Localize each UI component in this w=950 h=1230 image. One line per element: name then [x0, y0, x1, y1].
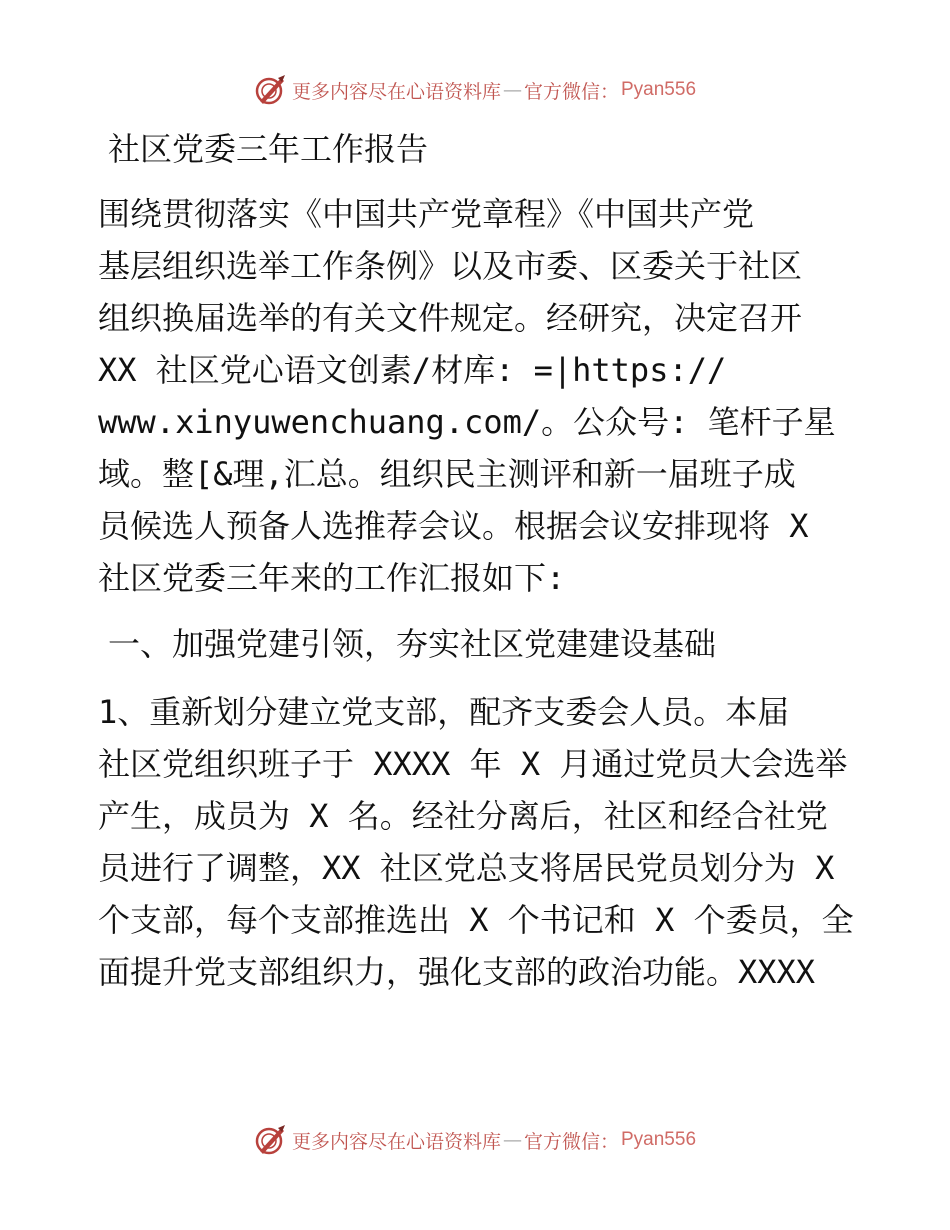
wechat-label: 官方微信： — [523, 80, 619, 103]
pen-logo-icon — [254, 74, 286, 106]
text-line: 社区党组织班子于 XXXX 年 X 月通过党员大会选举 — [98, 745, 848, 783]
text-line: 产生，成员为 X 名。经社分离后，社区和经合社党 — [98, 797, 828, 835]
section-heading: 一、加强党建引领，夯实社区党建建设基础 — [108, 625, 717, 663]
text-line: 社区党委三年来的工作汇报如下: — [98, 559, 566, 597]
banner-separator: — — [502, 79, 522, 101]
footer-banner — [0, 1120, 950, 1160]
text-line: 面提升党支部组织力，强化支部的政治功能。XXXX — [98, 953, 816, 991]
pen-logo-icon — [254, 1124, 286, 1156]
banner-text: 更多内容尽在心语资料库 — [291, 1130, 501, 1153]
intro-paragraph — [98, 188, 858, 604]
document-body — [98, 126, 858, 1012]
item-1-paragraph — [98, 686, 858, 998]
text-line: 个支部，每个支部推选出 X 个书记和 X 个委员，全 — [98, 901, 854, 939]
text-line: www.xinyuwenchuang.com/。公众号: 笔杆子星 — [98, 403, 836, 441]
text-line: 组织换届选举的有关文件规定。经研究，决定召开 — [98, 299, 803, 337]
text-line: 员候选人预备人选推荐会议。根据会议安排现将 X — [98, 507, 809, 545]
wechat-label: 官方微信： — [523, 1130, 619, 1153]
text-line: 1、重新划分建立党支部，配齐支委会人员。本届 — [98, 693, 790, 731]
text-line: 员进行了调整，XX 社区党总支将居民党员划分为 X — [98, 849, 835, 887]
header-banner — [0, 70, 950, 110]
document-title: 社区党委三年工作报告 — [108, 130, 429, 168]
wechat-id: Pyan556 — [621, 1129, 697, 1150]
banner-separator: — — [502, 1129, 522, 1151]
banner-text: 更多内容尽在心语资料库 — [291, 80, 501, 103]
text-line: XX 社区党心语文创素/材库: =|https:// — [98, 351, 727, 389]
text-line: 基层组织选举工作条例》以及市委、区委关于社区 — [98, 247, 803, 285]
text-line: 围绕贯彻落实《中国共产党章程》《中国共产党 — [98, 195, 755, 233]
text-line: 域。整[&理,汇总。组织民主测评和新一届班子成 — [98, 455, 796, 493]
wechat-id: Pyan556 — [621, 79, 697, 100]
